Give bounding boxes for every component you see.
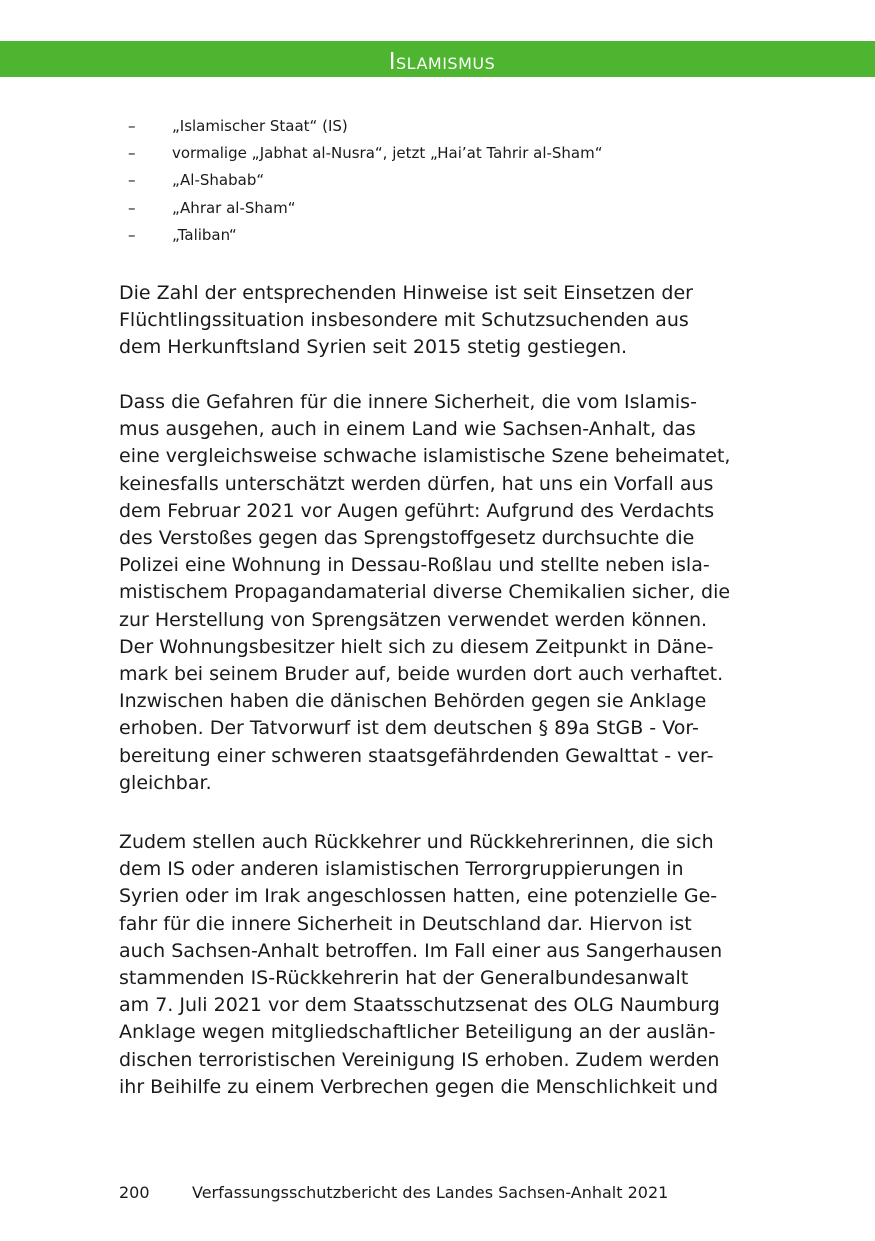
page-number: 200 — [119, 1183, 150, 1202]
text-line: dem IS oder anderen islamistischen Terrorgruppierungen in — [119, 858, 684, 881]
text-line: am 7. Juli 2021 vor dem Staatsschutzsenat des OLG Naumburg — [119, 994, 720, 1017]
text-line: erhoben. Der Tatvorwurf ist dem deutschen § 89a StGB - Vor- — [119, 717, 699, 740]
text-line: keinesfalls unterschätzt werden dürfen, hat uns ein Vorfall aus — [119, 472, 714, 495]
text-line: Anklage wegen mitgliedschaftlicher Beteiligung an der auslän- — [119, 1021, 716, 1044]
text-line: Flüchtlingssituation insbesondere mit Schutzsuchenden aus — [119, 309, 689, 332]
text-line: gleichbar. — [119, 771, 212, 794]
list-item — [128, 140, 768, 167]
list-item — [128, 167, 768, 194]
paragraph-refugee-reports — [119, 280, 759, 362]
text-line: mus ausgehen, auch in einem Land wie Sachsen-Anhalt, das — [119, 418, 696, 441]
text-line: bereitung einer schweren staatsgefährdenden Gewalttat - ver- — [119, 744, 714, 767]
text-line: dem Herkunftsland Syrien seit 2015 stetig gestiegen. — [119, 336, 628, 359]
list-item-text: vormalige „Jabhat al-Nusra“, jetzt „Hai’at Tahrir al-Sham“ — [172, 144, 603, 163]
text-line: eine vergleichsweise schwache islamistische Szene beheimatet, — [119, 445, 731, 468]
text-line: Die Zahl der entsprechenden Hinweise ist seit Einsetzen der — [119, 282, 693, 304]
organization-list — [128, 113, 768, 249]
list-dash: – — [128, 117, 136, 135]
text-line: Zudem stellen auch Rückkehrer und Rückkehrerinnen, die sich — [119, 831, 714, 853]
text-line: Inzwischen haben die dänischen Behörden gegen sie Anklage — [119, 690, 707, 713]
text-line: Syrien oder im Irak angeschlossen hatten, eine potenzielle Ge- — [119, 885, 718, 908]
text-line: stammenden IS-Rückkehrerin hat der Generalbundesanwalt — [119, 967, 689, 990]
paragraph-dessau-incident — [119, 389, 759, 797]
text-line: fahr für die innere Sicherheit in Deutschland dar. Hiervon ist — [119, 912, 692, 935]
list-item — [128, 195, 768, 222]
list-dash: – — [128, 171, 136, 190]
text-line: dem Februar 2021 vor Augen geführt: Aufgrund des Verdachts — [119, 499, 715, 522]
text-line: zur Herstellung von Sprengsätzen verwendet werden können. — [119, 608, 708, 631]
publication-title: Verfassungsschutzbericht des Landes Sachsen-Anhalt 2021 — [192, 1183, 669, 1202]
text-line: Dass die Gefahren für die innere Sicherheit, die vom Islamis- — [119, 391, 697, 413]
text-line: des Verstoßes gegen das Sprengstoffgesetz durchsuchte die — [119, 527, 695, 550]
text-line: dischen terroristischen Vereinigung IS erhoben. Zudem werden — [119, 1048, 720, 1071]
text-line: mark bei seinem Bruder auf, beide wurden dort auch verhaftet. — [119, 663, 724, 686]
text-line: Polizei eine Wohnung in Dessau-Roßlau und stellte neben isla- — [119, 554, 710, 577]
list-dash: – — [128, 225, 136, 244]
text-line: Der Wohnungsbesitzer hielt sich zu diesem Zeitpunkt in Däne- — [119, 635, 714, 658]
list-dash: – — [128, 198, 136, 217]
text-line: auch Sachsen-Anhalt betroffen. Im Fall einer aus Sangerhausen — [119, 939, 723, 962]
text-line: ihr Beihilfe zu einem Verbrechen gegen die Menschlichkeit und — [119, 1075, 719, 1098]
paragraph-returnees — [119, 829, 759, 1101]
section-title: Islamismus — [388, 49, 496, 75]
text-line: mistischem Propagandamaterial diverse Chemikalien sicher, die — [119, 581, 731, 604]
list-item — [128, 113, 768, 140]
list-item-text: „Al-Shabab“ — [172, 171, 265, 190]
list-item-text: „Ahrar al-Sham“ — [172, 198, 296, 217]
list-item — [128, 222, 768, 249]
list-item-text: „Taliban“ — [172, 225, 237, 244]
list-item-text: „Islamischer Staat“ (IS) — [172, 117, 348, 135]
list-dash: – — [128, 144, 136, 163]
